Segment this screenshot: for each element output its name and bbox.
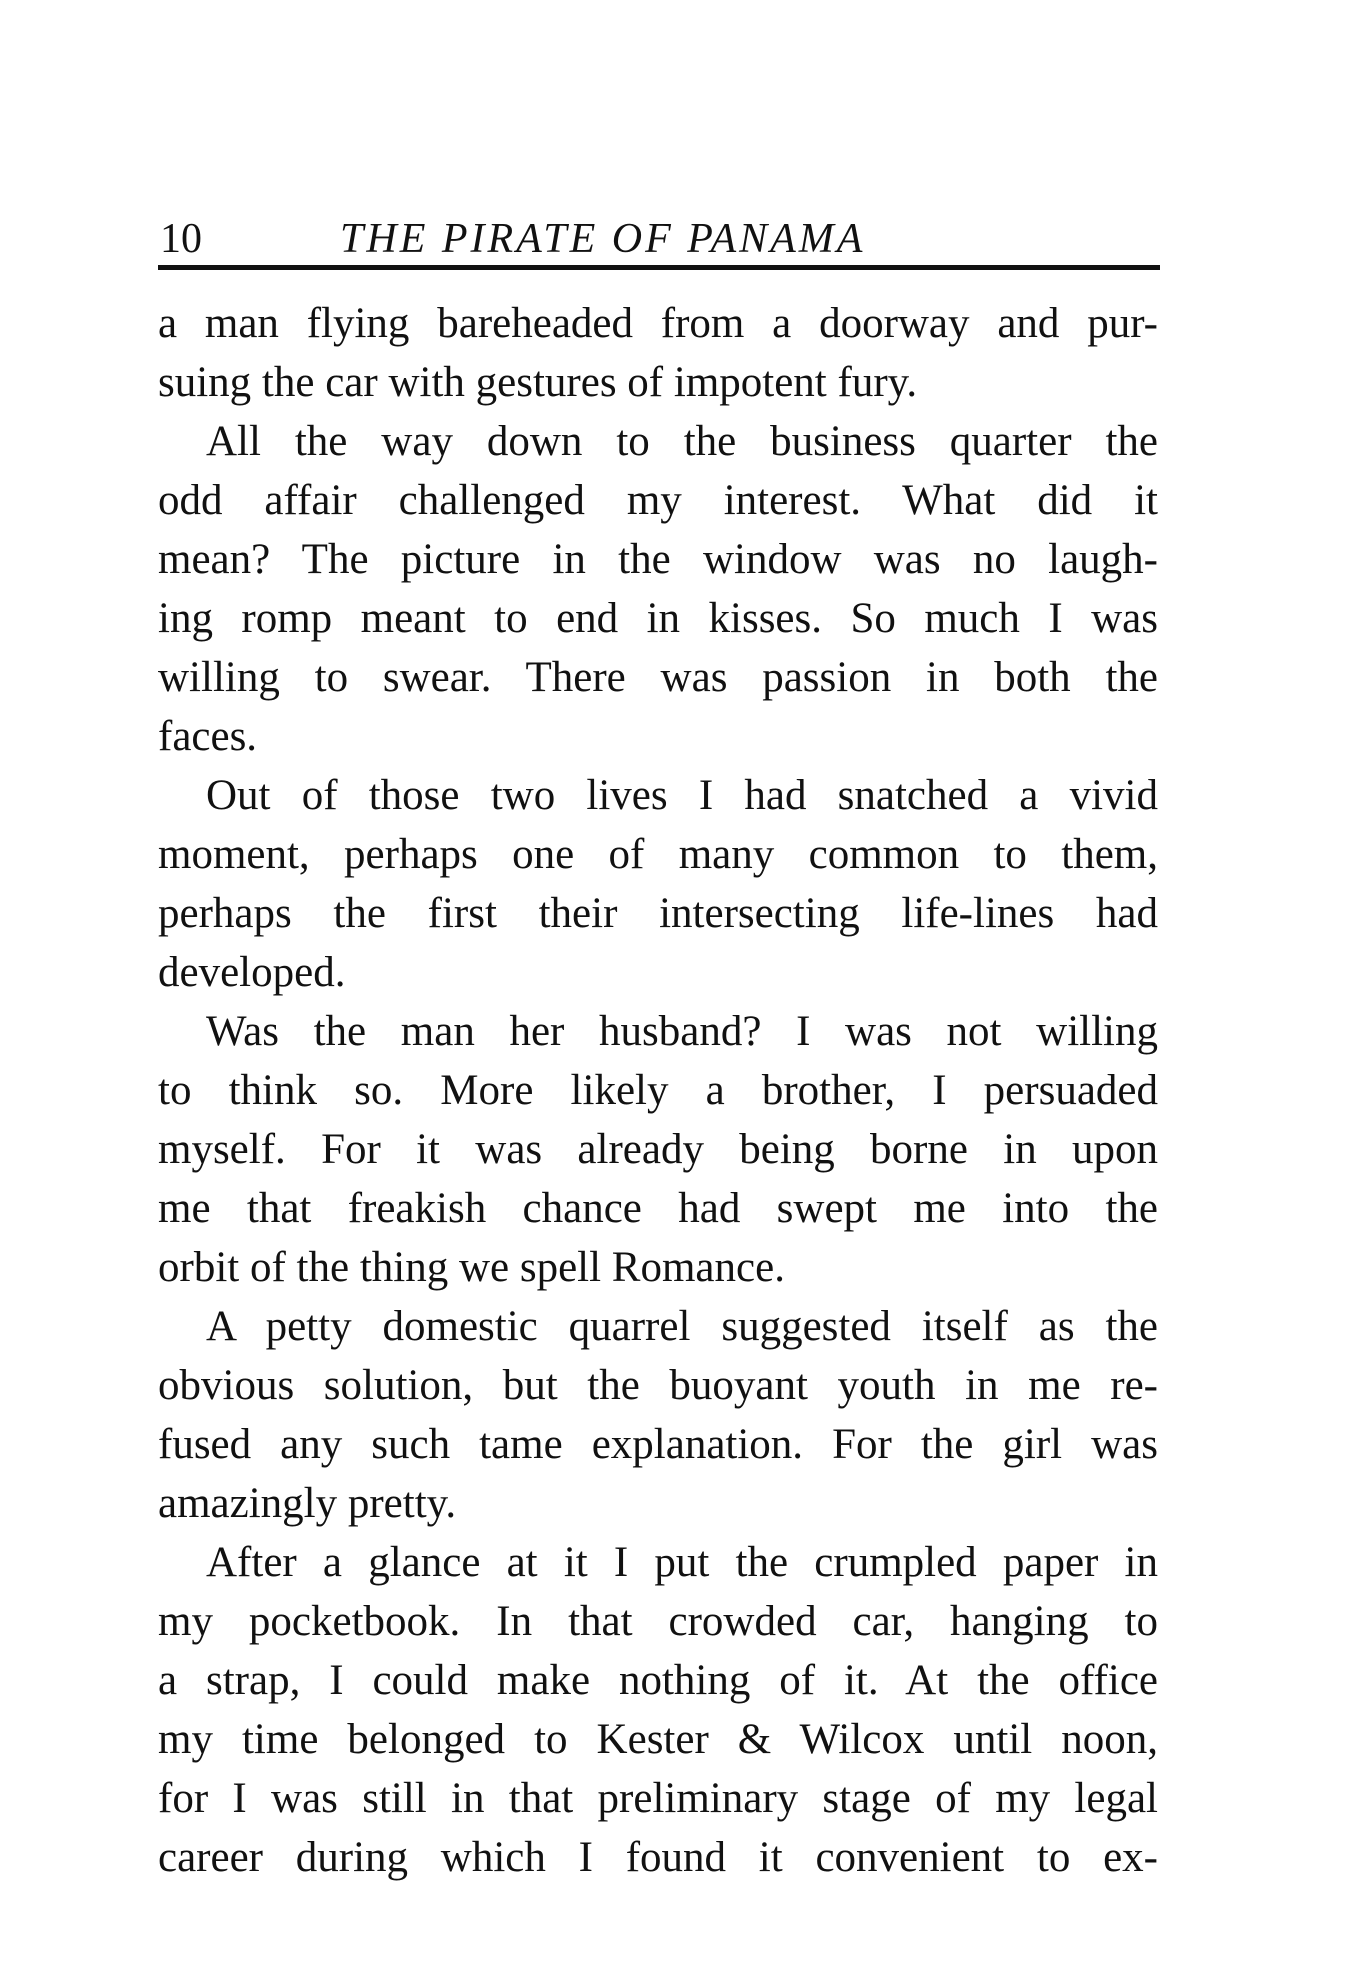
text-line: my pocketbook. In that crowded car, hanging to (158, 1598, 1158, 1645)
text-line: odd affair challenged my interest. What did it (158, 477, 1158, 524)
running-title: THE PIRATE OF PANAMA (340, 216, 866, 262)
text-line: amazingly pretty. (158, 1480, 457, 1527)
body-text (158, 294, 1158, 1887)
text-line: willing to swear. There was passion in both the (158, 654, 1158, 701)
text-line: A petty domestic quarrel suggested itself as the (206, 1303, 1158, 1350)
header-rule (158, 265, 1160, 270)
running-head (160, 210, 1160, 270)
text-line: Out of those two lives I had snatched a vivid (206, 772, 1158, 819)
text-line: to think so. More likely a brother, I persuaded (158, 1067, 1158, 1114)
text-line: After a glance at it I put the crumpled paper in (206, 1539, 1158, 1586)
text-line: career during which I found it convenient to ex- (158, 1834, 1158, 1881)
text-line: for I was still in that preliminary stage of my legal (158, 1775, 1158, 1822)
text-line: obvious solution, but the buoyant youth in me re- (158, 1362, 1158, 1409)
text-line: orbit of the thing we spell Romance. (158, 1244, 785, 1291)
text-line: me that freakish chance had swept me into the (158, 1185, 1158, 1232)
text-line: myself. For it was already being borne in upon (158, 1126, 1158, 1173)
text-line: fused any such tame explanation. For the girl was (158, 1421, 1158, 1468)
text-line: moment, perhaps one of many common to them, (158, 831, 1158, 878)
text-line: developed. (158, 949, 346, 996)
text-line: a man flying bareheaded from a doorway and pur- (158, 300, 1158, 347)
text-line: All the way down to the business quarter the (206, 418, 1158, 465)
text-line: my time belonged to Kester & Wilcox until noon, (158, 1716, 1158, 1763)
text-line: mean? The picture in the window was no laugh- (158, 536, 1158, 583)
text-line: faces. (158, 713, 258, 760)
page-number: 10 (160, 216, 202, 262)
text-line: ing romp meant to end in kisses. So much I was (158, 595, 1158, 642)
text-line: perhaps the first their intersecting life-lines had (158, 890, 1158, 937)
text-line: Was the man her husband? I was not willing (206, 1008, 1158, 1055)
text-line: a strap, I could make nothing of it. At the office (158, 1657, 1158, 1704)
text-line: suing the car with gestures of impotent fury. (158, 359, 918, 406)
